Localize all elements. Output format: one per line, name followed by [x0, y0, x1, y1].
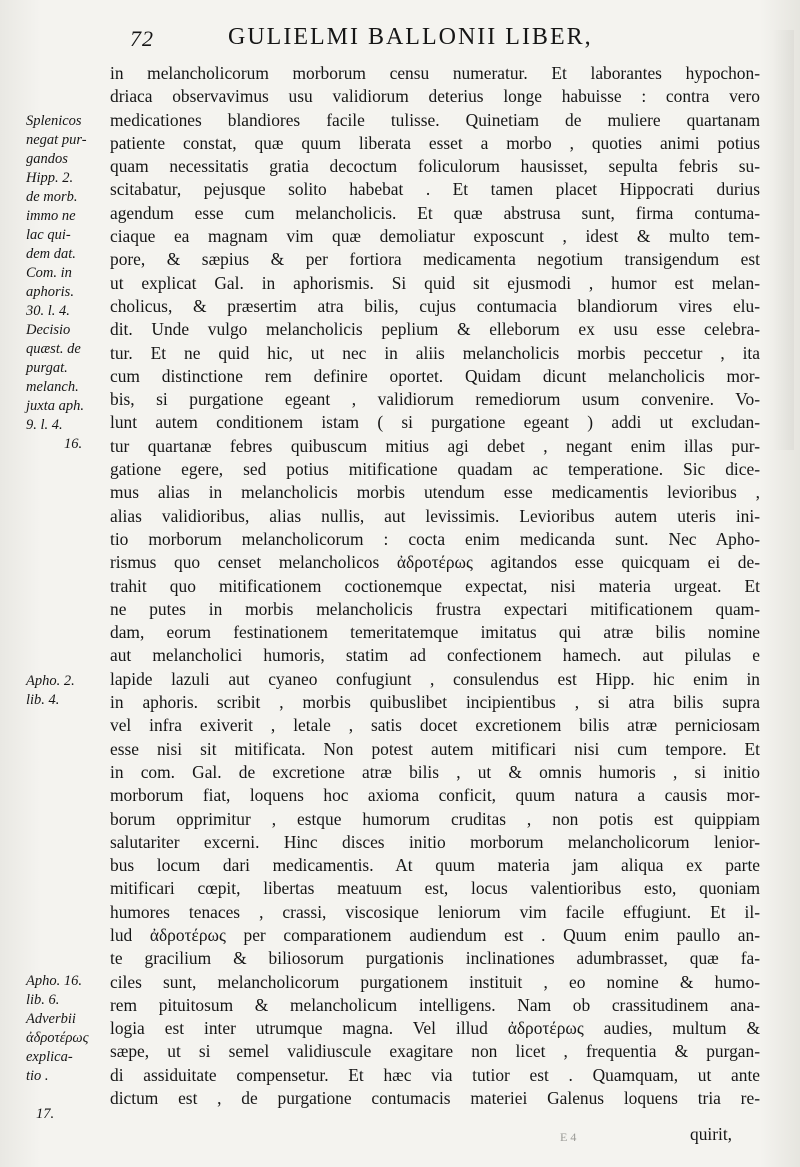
text-line: in aphoris. scribit , morbis quibuslibet incipientibus , si atra bilis supra — [110, 692, 760, 713]
text-line: gatione egere, sed potius mitificatione quadam ac temperatione. Sic dice- — [110, 459, 760, 480]
text-line: esse nisi sit mitificata. Non potest autem mitificari nisi cum tempore. Et — [110, 738, 760, 759]
text-line: alias validioribus, alias nullis, aut levissimis. Levioribus autem uteris ini- — [110, 505, 760, 526]
main-text-block — [110, 62, 760, 1110]
text-line: borum opprimitur , estque humorum cruditas , non potis est quippiam — [110, 808, 760, 829]
text-line: in com. Gal. de excretione atræ bilis , ut & omnis humoris , si initio — [110, 761, 760, 782]
margin-note-line: Adverbii — [26, 1011, 76, 1027]
margin-note-line: Com. in — [26, 265, 72, 281]
text-line: mitificari cœpit, libertas meatuum est, locus valentioribus esto, quoniam — [110, 878, 760, 899]
text-line: cholicus, & præsertim atra bilis, cujus contumacia blandiorum vires elu- — [110, 295, 760, 316]
margin-note-line: immo ne — [26, 208, 76, 224]
text-line: di assiduitate compensetur. Et hæc via tutior est . Quamquam, ut ante — [110, 1064, 760, 1085]
signature-mark: E 4 — [560, 1130, 577, 1144]
margin-note-line: 30. l. 4. — [26, 303, 70, 319]
text-line: agendum esse cum melancholicis. Et quæ abstrusa sunt, firma contuma- — [110, 202, 760, 223]
margin-note-line: ἀδροτέρως — [26, 1030, 89, 1046]
text-line: pore, & sæpius & per fortiora medicamenta negotium transigendum est — [110, 249, 760, 270]
text-line: salutariter excerni. Hinc disces initio morborum melancholicorum lenior- — [110, 831, 760, 852]
margin-note-line: gandos — [26, 151, 68, 167]
text-line: lud ἀδροτέρως per comparationem audiendum est . Quum enim paullo an- — [110, 924, 760, 945]
margin-note-line: Splenicos — [26, 113, 82, 129]
margin-note-line: 17. — [36, 1106, 55, 1122]
text-line: logia est inter utrumque magna. Vel illud ἀδροτέρως audies, multum & — [110, 1018, 760, 1039]
text-line: rismus quo censet melancholicos ἀδροτέρως agitandos esse quicquam ei de- — [110, 552, 760, 573]
text-line: ciaque ea magnam vim quæ demoliatur exposcunt , idest & multo tem- — [110, 226, 760, 247]
text-line: tio morborum melancholicorum : cocta enim medicanda sunt. Nec Apho- — [110, 528, 760, 549]
margin-note-line: tio . — [26, 1068, 49, 1084]
margin-note-line: Apho. 2. — [26, 673, 75, 689]
margin-note-line: lac qui- — [26, 227, 71, 243]
margin-note-line: Decisio — [26, 322, 71, 338]
text-line: trahit quo mitificationem coctionemque expectat, nisi materia urgeat. Et — [110, 575, 760, 596]
margin-note-line: negat pur- — [26, 132, 87, 148]
margin-note-line: 16. — [64, 436, 83, 452]
text-line: mus alias in melancholicis morbis utendum esse medicamentis levioribus , — [110, 482, 760, 503]
margin-note-apho-2 — [26, 672, 116, 710]
page-number: 72 — [130, 26, 154, 51]
margin-note-line: Apho. 16. — [26, 973, 82, 989]
margin-note-line — [26, 1086, 116, 1105]
text-line: lunt autem conditionem istam ( si purgatione egeant ) addi ut excludan- — [110, 412, 760, 433]
text-line: sæpe, ut si semel validiuscule exagitare non licet , frequentia & purgan- — [110, 1041, 760, 1062]
text-line: driaca observavimus usu validiorum deterius longe habuisse : contra vero — [110, 86, 760, 107]
text-line: te gracilium & biliosorum purgationis inclinationes adumbrasset, quæ fa- — [110, 948, 760, 969]
margin-note-line: de morb. — [26, 189, 78, 205]
text-line: lapide lazuli aut cyaneo confugiunt , consulendus est Hipp. hic enim in — [110, 668, 760, 689]
margin-note-line: juxta aph. — [26, 398, 84, 414]
text-line: scitabatur, pejusque solito habebat . Et tamen placet Hippocrati durius — [110, 179, 760, 200]
text-line: dit. Unde vulgo melancholicis peplium & elleborum ex usu esse celebra- — [110, 319, 760, 340]
margin-note-line: purgat. — [26, 360, 68, 376]
text-line: bus locum dari medicamentis. At quum materia jam aliqua ex parte — [110, 855, 760, 876]
margin-note-line: melanch. — [26, 379, 79, 395]
catchword: quirit, — [690, 1124, 733, 1144]
margin-note-line: lib. 6. — [26, 992, 60, 1008]
margin-note-line: dem dat. — [26, 246, 76, 262]
text-line: ciles sunt, melancholicorum purgationem instituit , eo nomine & humo- — [110, 971, 760, 992]
text-line: morborum fiat, loquens hoc axioma conficit, quum natura a causis mor- — [110, 785, 760, 806]
text-line: aut melancholici humoris, statim ad confectionem hamech. aut pilulas e — [110, 645, 760, 666]
text-line: dictum est , de purgatione contumacis materiei Galenus loquens tria re- — [110, 1088, 760, 1109]
text-line: patiente constat, quæ quum liberata esset a morbo , quoties animi potius — [110, 132, 760, 153]
running-head: GULIELMI BALLONII LIBER, — [228, 24, 593, 50]
text-line: dam, eorum festinationem temeritatemque imitatus qui atræ bilis nomine — [110, 622, 760, 643]
margin-note-line: explica- — [26, 1049, 73, 1065]
text-line: humores tenaces , crassi, viscosique leniorum vim facile effugiunt. Et il- — [110, 901, 760, 922]
margin-note-line: lib. 4. — [26, 692, 60, 708]
text-line: tur. Et ne quid hic, ut nec in aliis melancholicis morbis peccetur , ita — [110, 342, 760, 363]
page-edge-shadow — [772, 30, 794, 450]
text-line: tur quartanæ febres quibuscum mitius agi debet , negant enim illas pur- — [110, 435, 760, 456]
margin-note-line: aphoris. — [26, 284, 74, 300]
margin-note-line: quæst. de — [26, 341, 81, 357]
margin-note-line: 9. l. 4. — [26, 417, 63, 433]
text-line: in melancholicorum morborum censu numeratur. Et laborantes hypochon- — [110, 63, 760, 83]
text-line: cum distinctione rem definire oportet. Quidam dicunt melancholicis mor- — [110, 365, 760, 386]
text-line: bis, si purgatione egeant , validiorum remediorum usum convenire. Vo- — [110, 389, 760, 410]
margin-note-apho-16 — [26, 972, 116, 1124]
text-line: ut explicat Gal. in aphorismis. Si quid sit ejusmodi , humor est melan- — [110, 272, 760, 293]
text-line: rem pituitosum & melancholicum intelligens. Nam ob crassitudinem ana- — [110, 994, 760, 1015]
text-line: medicationes blandiores facile tulisse. Quinetiam de muliere quartanam — [110, 109, 760, 130]
text-line: vel infra exiverit , letale , satis docet excretionem bilis atræ perniciosam — [110, 715, 760, 736]
margin-note-line: Hipp. 2. — [26, 170, 74, 186]
text-line: quam necessitatis gratia decoctum foliculorum hausisset, sepulta febris su- — [110, 156, 760, 177]
margin-note-splenicos — [26, 112, 116, 454]
text-line: ne putes in morbis melancholicis frustra expectari mitificationem quam- — [110, 598, 760, 619]
